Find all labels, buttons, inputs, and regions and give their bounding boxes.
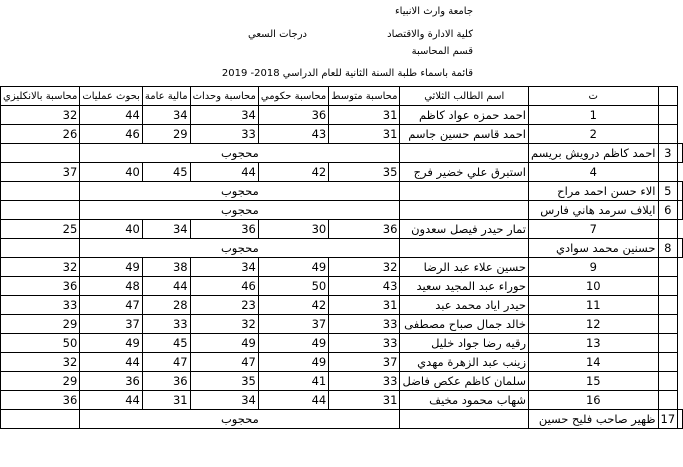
empty-cell[interactable] [1, 182, 80, 201]
score-cell[interactable]: 36 [1, 391, 80, 410]
student-name-cell[interactable]: حيدر اياد محمد عبد [400, 296, 529, 315]
edge-cell [658, 163, 678, 182]
table-row [1, 144, 683, 163]
seq-cell[interactable]: 8 [658, 239, 678, 258]
score-cell[interactable]: 49 [190, 334, 258, 353]
score-cell[interactable]: 46 [80, 125, 143, 144]
score-cell[interactable]: 49 [258, 334, 328, 353]
edge-cell [658, 315, 678, 334]
seq-cell[interactable]: 5 [658, 182, 678, 201]
col-seq: ت [529, 87, 659, 106]
table-row [1, 239, 683, 258]
score-cell[interactable]: 49 [80, 258, 143, 277]
score-cell[interactable]: 34 [142, 106, 190, 125]
score-cell[interactable]: 37 [1, 163, 80, 182]
score-cell[interactable]: 38 [142, 258, 190, 277]
edge-cell [658, 353, 678, 372]
score-cell[interactable]: 33 [142, 315, 190, 334]
edge-cell [658, 125, 678, 144]
edge-cell [658, 258, 678, 277]
department-name: قسم المحاسبة [411, 46, 473, 57]
score-cell[interactable]: 31 [329, 391, 400, 410]
score-cell[interactable]: 32 [1, 258, 80, 277]
score-cell[interactable]: 44 [80, 353, 143, 372]
table-row [1, 163, 683, 182]
score-cell[interactable]: 36 [190, 220, 258, 239]
empty-cell[interactable] [400, 144, 529, 163]
score-cell[interactable]: 47 [80, 296, 143, 315]
score-cell[interactable]: 47 [190, 353, 258, 372]
seq-cell[interactable]: 7 [529, 220, 659, 239]
student-name-cell[interactable]: سلمان كاظم عكص فاضل [400, 372, 529, 391]
table-row [1, 315, 683, 334]
edge-cell [658, 334, 678, 353]
score-cell[interactable]: 36 [80, 372, 143, 391]
empty-cell[interactable] [400, 410, 529, 429]
score-cell[interactable]: 43 [258, 125, 328, 144]
score-cell[interactable]: 36 [142, 372, 190, 391]
student-name-cell[interactable]: حوراء عبد المجيد سعيد [400, 277, 529, 296]
score-cell[interactable]: 36 [329, 220, 400, 239]
score-cell[interactable]: 42 [258, 163, 328, 182]
university-name: جامعة وارث الانبياء [394, 6, 473, 17]
score-cell[interactable]: 45 [142, 163, 190, 182]
score-cell[interactable]: 35 [190, 372, 258, 391]
student-name-cell[interactable]: تمار حيدر فيصل سعدون [400, 220, 529, 239]
table-row [1, 258, 683, 277]
seq-cell[interactable]: 2 [529, 125, 659, 144]
edge-cell [678, 144, 683, 163]
score-cell[interactable]: 32 [1, 106, 80, 125]
student-name-cell[interactable]: حسين علاء عبد الرضا [400, 258, 529, 277]
empty-cell[interactable] [400, 201, 529, 220]
score-cell[interactable]: 44 [142, 277, 190, 296]
score-cell[interactable]: 37 [258, 315, 328, 334]
table-row [1, 334, 683, 353]
score-cell[interactable]: 45 [142, 334, 190, 353]
score-cell[interactable]: 49 [258, 258, 328, 277]
score-cell[interactable]: 44 [258, 391, 328, 410]
edge-cell [658, 106, 678, 125]
blocked-status-cell[interactable]: محجوب [80, 201, 400, 220]
list-title: قائمة باسماء طلبة السنة الثانية للعام الدراسي 2018- 2019 [221, 68, 473, 79]
score-cell[interactable]: 50 [258, 277, 328, 296]
score-cell[interactable]: 28 [142, 296, 190, 315]
seq-cell[interactable]: 9 [529, 258, 659, 277]
col-student-name: اسم الطالب الثلاثي [400, 87, 529, 106]
score-cell[interactable]: 48 [80, 277, 143, 296]
score-cell[interactable]: 44 [80, 106, 143, 125]
college-name: كلية الادارة والاقتصاد [387, 29, 473, 40]
student-name-cell[interactable]: حسنين محمد سوادي [529, 239, 659, 258]
score-cell[interactable]: 34 [142, 220, 190, 239]
score-cell[interactable]: 23 [190, 296, 258, 315]
empty-cell[interactable] [1, 239, 80, 258]
edge-cell [658, 277, 678, 296]
seq-cell[interactable]: 13 [529, 334, 659, 353]
table-row [1, 106, 683, 125]
student-name-cell[interactable]: احمد حمزه عواد كاظم [400, 106, 529, 125]
score-cell[interactable]: 32 [1, 353, 80, 372]
col-units-accounting: محاسبة وحدات [190, 87, 258, 106]
edge-cell [678, 410, 683, 429]
seq-cell[interactable]: 15 [529, 372, 659, 391]
score-cell[interactable]: 36 [258, 106, 328, 125]
edge-cell [658, 372, 678, 391]
table-row [1, 410, 683, 429]
score-cell[interactable]: 43 [329, 277, 400, 296]
score-cell[interactable]: 34 [190, 106, 258, 125]
score-cell[interactable]: 25 [1, 220, 80, 239]
col-english-accounting: محاسبة بالانكليزي [1, 87, 80, 106]
table-row [1, 277, 683, 296]
col-government-accounting: محاسبة حكومي [258, 87, 328, 106]
student-name-cell[interactable]: شهاب محمود مخيف [400, 391, 529, 410]
blocked-status-cell[interactable]: محجوب [80, 182, 400, 201]
score-cell[interactable]: 32 [190, 315, 258, 334]
edge-cell [658, 220, 678, 239]
score-cell[interactable]: 29 [1, 315, 80, 334]
seq-cell[interactable]: 16 [529, 391, 659, 410]
table-row [1, 296, 683, 315]
score-cell[interactable]: 32 [329, 258, 400, 277]
score-cell[interactable]: 33 [329, 334, 400, 353]
seq-cell[interactable]: 12 [529, 315, 659, 334]
score-cell[interactable]: 31 [329, 106, 400, 125]
table-body [1, 106, 683, 429]
score-cell[interactable]: 46 [190, 277, 258, 296]
score-cell[interactable]: 50 [1, 334, 80, 353]
empty-cell[interactable] [400, 239, 529, 258]
student-name-cell[interactable]: زينب عبد الزهرة مهدي [400, 353, 529, 372]
score-cell[interactable]: 29 [1, 372, 80, 391]
seq-cell[interactable]: 14 [529, 353, 659, 372]
student-name-cell[interactable]: احمد قاسم حسين جاسم [400, 125, 529, 144]
table-row [1, 182, 683, 201]
score-cell[interactable]: 33 [1, 296, 80, 315]
score-cell[interactable]: 31 [142, 391, 190, 410]
blocked-status-cell[interactable]: محجوب [80, 144, 400, 163]
score-cell[interactable]: 31 [329, 296, 400, 315]
score-cell[interactable]: 34 [190, 391, 258, 410]
score-cell[interactable]: 33 [329, 315, 400, 334]
col-edge [658, 87, 678, 106]
student-name-cell[interactable]: الاء حسن احمد مراح [529, 182, 659, 201]
col-intermediate-accounting: محاسبة متوسط [329, 87, 400, 106]
student-name-cell[interactable]: ظهير صاحب فليح حسين [529, 410, 659, 429]
score-cell[interactable]: 37 [329, 353, 400, 372]
score-cell[interactable]: 35 [329, 163, 400, 182]
student-name-cell[interactable]: استبرق علي خضير فرج [400, 163, 529, 182]
seq-cell[interactable]: 4 [529, 163, 659, 182]
edge-cell [658, 391, 678, 410]
edge-cell [678, 201, 683, 220]
score-cell[interactable]: 49 [258, 353, 328, 372]
score-cell[interactable]: 33 [190, 125, 258, 144]
col-operations-research: بحوث عمليات [80, 87, 143, 106]
score-cell[interactable]: 36 [1, 277, 80, 296]
edge-cell [658, 296, 678, 315]
score-cell[interactable]: 44 [80, 391, 143, 410]
seq-cell[interactable]: 11 [529, 296, 659, 315]
score-cell[interactable]: 47 [142, 353, 190, 372]
table-row [1, 391, 683, 410]
table-header-row [1, 87, 683, 106]
grades-table [0, 86, 683, 429]
score-cell[interactable]: 34 [190, 258, 258, 277]
score-cell[interactable]: 29 [142, 125, 190, 144]
student-name-cell[interactable]: خالد جمال صباح مصطفى [400, 315, 529, 334]
table-row [1, 201, 683, 220]
empty-cell[interactable] [400, 182, 529, 201]
grades-label: درجات السعي [248, 29, 308, 40]
score-cell[interactable]: 40 [80, 220, 143, 239]
student-name-cell[interactable]: ايلاف سرمد هاني فارس [529, 201, 659, 220]
student-name-cell[interactable]: احمد كاظم درويش بريسم [529, 144, 659, 163]
empty-cell[interactable] [1, 410, 80, 429]
score-cell[interactable]: 26 [1, 125, 80, 144]
edge-cell [678, 182, 683, 201]
score-cell[interactable]: 30 [258, 220, 328, 239]
seq-cell[interactable]: 3 [658, 144, 678, 163]
score-cell[interactable]: 41 [258, 372, 328, 391]
score-cell[interactable]: 37 [80, 315, 143, 334]
score-cell[interactable]: 40 [80, 163, 143, 182]
seq-cell[interactable]: 10 [529, 277, 659, 296]
seq-cell[interactable]: 1 [529, 106, 659, 125]
blocked-status-cell[interactable]: محجوب [80, 410, 400, 429]
col-public-finance: مالية عامة [142, 87, 190, 106]
score-cell[interactable]: 49 [80, 334, 143, 353]
score-cell[interactable]: 33 [329, 372, 400, 391]
student-name-cell[interactable]: رقيه رضا جواد خليل [400, 334, 529, 353]
edge-cell [678, 239, 683, 258]
seq-cell[interactable]: 17 [658, 410, 678, 429]
score-cell[interactable]: 31 [329, 125, 400, 144]
score-cell[interactable]: 44 [190, 163, 258, 182]
empty-cell[interactable] [1, 201, 80, 220]
seq-cell[interactable]: 6 [658, 201, 678, 220]
table-row [1, 125, 683, 144]
table-row [1, 353, 683, 372]
table-row [1, 220, 683, 239]
blocked-status-cell[interactable]: محجوب [80, 239, 400, 258]
score-cell[interactable]: 42 [258, 296, 328, 315]
table-row [1, 372, 683, 391]
empty-cell[interactable] [1, 144, 80, 163]
